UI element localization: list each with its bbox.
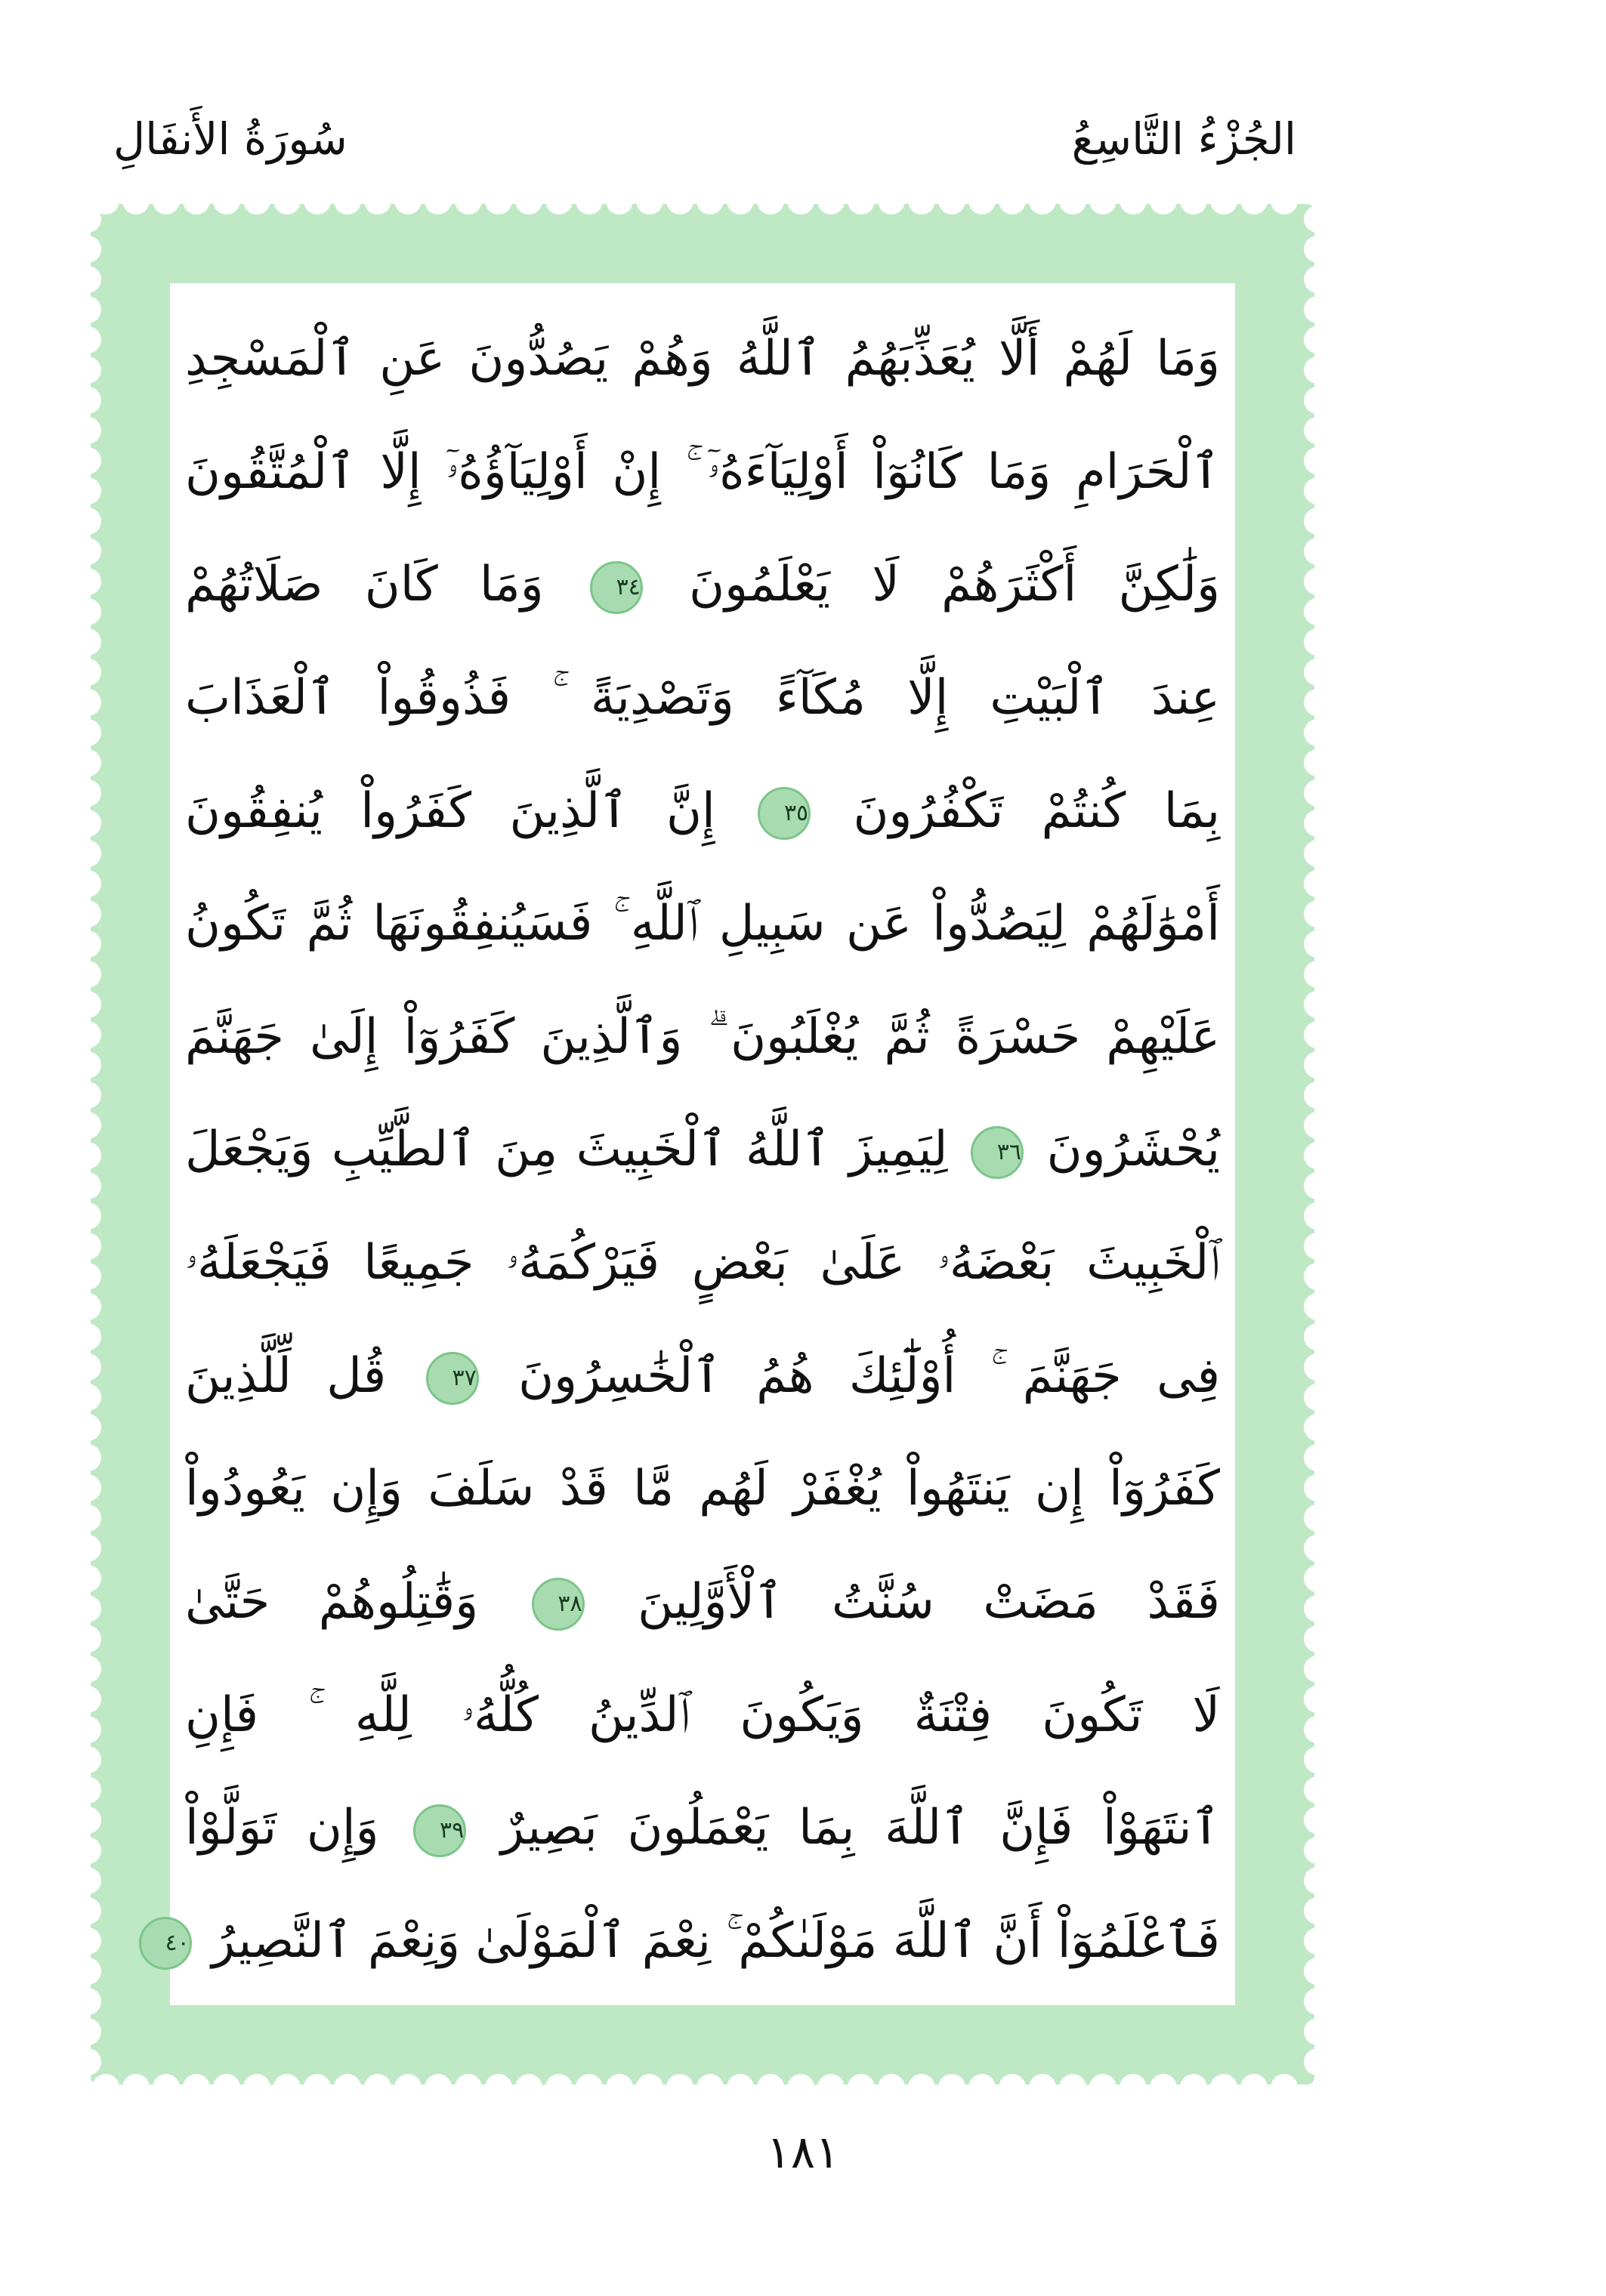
- verse-text: إِنَّ ٱلَّذِينَ كَفَرُواْ يُنفِقُونَ: [185, 782, 715, 839]
- ayah-number-marker: ٣٦: [971, 1126, 1024, 1179]
- verse-line: [185, 770, 1220, 853]
- verse-line: [185, 1221, 1220, 1304]
- verse-text: قُل لِّلَّذِينَ: [185, 1347, 387, 1404]
- juz-title: الجُزْءُ التَّاسِعُ: [1071, 113, 1296, 165]
- verse-line: [185, 1786, 1220, 1869]
- verse-lines: [165, 317, 1221, 1983]
- ayah-number-marker: ٤٠: [139, 1917, 192, 1970]
- verse-text: وَقَٰتِلُوهُمْ حَتَّىٰ: [185, 1574, 479, 1631]
- verse-text: يُحْشَرُونَ: [1046, 1122, 1221, 1178]
- verse-line: [185, 1447, 1220, 1530]
- verse-line: [185, 543, 1220, 626]
- verse-text: فَقَدْ مَضَتْ سُنَّتُ ٱلْأَوَّلِينَ: [638, 1574, 1221, 1631]
- verse-line: [185, 1335, 1220, 1418]
- verse-line: [185, 995, 1220, 1079]
- ayah-number-marker: ٣٧: [426, 1352, 479, 1405]
- verse-text: وَمَا كَانَ صَلَاتُهُمْ: [185, 557, 544, 613]
- verse-text: ٱلْحَرَامِ وَمَا كَانُوٓاْ أَوْلِيَآءَهُۥٓ ۚ إِنْ أَوْلِيَآؤُهُۥٓ إِلَّا ٱلْمُتَّقُونَ: [185, 443, 1220, 500]
- verse-line: [185, 430, 1220, 514]
- verse-line: [185, 1674, 1220, 1757]
- verse-text: لِيَمِيزَ ٱللَّهُ ٱلْخَبِيثَ مِنَ ٱلطَّيِّبِ وَيَجْعَلَ: [185, 1122, 948, 1178]
- verse-text: وَمَا لَهُمْ أَلَّا يُعَذِّبَهُمُ ٱللَّهُ وَهُمْ يَصُدُّونَ عَنِ ٱلْمَسْجِدِ: [185, 331, 1220, 387]
- verse-line: [185, 1108, 1220, 1191]
- verse-text: بِمَا كُنتُمْ تَكْفُرُونَ: [853, 782, 1221, 839]
- ayah-number-marker: ٣٥: [758, 787, 811, 840]
- verse-line: [185, 656, 1220, 739]
- verse-line: [185, 317, 1220, 400]
- verse-line: [165, 1899, 1220, 1983]
- page-header: [0, 98, 1606, 189]
- ayah-number-marker: ٣٨: [532, 1578, 585, 1631]
- verse-text: وَإِن تَوَلَّوْاْ: [185, 1800, 379, 1856]
- verse-text: وَلَٰكِنَّ أَكْثَرَهُمْ لَا يَعْلَمُونَ: [689, 557, 1221, 613]
- verse-text: ٱلْخَبِيثَ بَعْضَهُۥ عَلَىٰ بَعْضٍ فَيَرْكُمَهُۥ جَمِيعًا فَيَجْعَلَهُۥ: [185, 1235, 1220, 1292]
- verse-line: [185, 882, 1220, 965]
- verse-text: أَمْوَٰلَهُمْ لِيَصُدُّواْ عَن سَبِيلِ ٱللَّهِ ۚ فَسَيُنفِقُونَهَا ثُمَّ تَكُونُ: [185, 896, 1220, 952]
- verse-line: [185, 1560, 1220, 1643]
- verse-text: فَٱعْلَمُوٓاْ أَنَّ ٱللَّهَ مَوْلَىٰكُمْ ۚ نِعْمَ ٱلْمَوْلَىٰ وَنِعْمَ ٱلنَّصِيرُ: [212, 1912, 1220, 1969]
- page-number: ١٨١: [766, 2126, 840, 2179]
- verse-text: عِندَ ٱلْبَيْتِ إِلَّا مُكَآءً وَتَصْدِيَةً ۚ فَذُوقُواْ ٱلْعَذَابَ: [185, 669, 1220, 726]
- ayah-number-marker: ٣٩: [413, 1804, 466, 1857]
- surah-title: سُورَةُ الأَنفَالِ: [113, 113, 347, 165]
- verse-text: كَفَرُوٓاْ إِن يَنتَهُواْ يُغْفَرْ لَهُم مَّا قَدْ سَلَفَ وَإِن يَعُودُواْ: [185, 1461, 1220, 1517]
- ayah-number-marker: ٣٤: [590, 561, 643, 614]
- verse-text: ٱنتَهَوْاْ فَإِنَّ ٱللَّهَ بِمَا يَعْمَلُونَ بَصِيرٌ: [500, 1800, 1221, 1856]
- verse-text: عَلَيْهِمْ حَسْرَةً ثُمَّ يُغْلَبُونَ ۗ وَٱلَّذِينَ كَفَرُوٓاْ إِلَىٰ جَهَنَّمَ: [185, 1008, 1220, 1065]
- quran-text-area: [165, 283, 1235, 2005]
- verse-text: لَا تَكُونَ فِتْنَةٌ وَيَكُونَ ٱلدِّينُ كُلُّهُۥ لِلَّهِ ۚ فَإِنِ: [185, 1687, 1220, 1743]
- verse-text: فِى جَهَنَّمَ ۚ أُوْلَٰٓئِكَ هُمُ ٱلْخَٰسِرُونَ: [518, 1347, 1221, 1404]
